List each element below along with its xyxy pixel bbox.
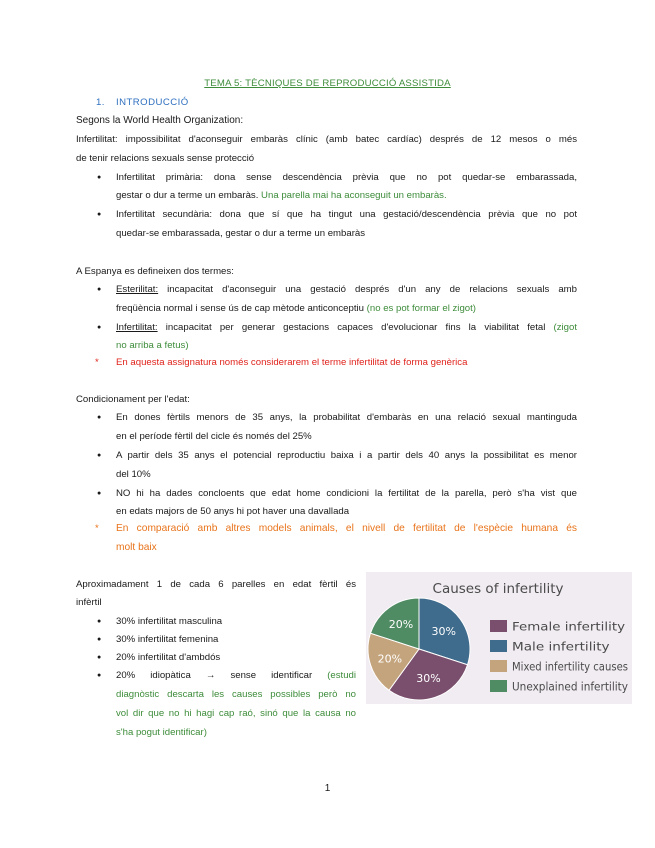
age-point-1-line-2: en el període fèrtil del cicle és només del 25% [116, 431, 312, 442]
stat-idiopathic-line-3: vol dir que no hi hagi cap raó, sinó que la causa no [116, 708, 356, 719]
legend-label: Unexplained infertility [512, 679, 629, 694]
document-title: TEMA 5: TÈCNIQUES DE REPRODUCCIÓ ASSISTIDA [204, 78, 451, 89]
bullet-icon: ● [97, 618, 102, 625]
age-point-3-line-2: en edats majors de 50 anys hi pot haver una davallada [116, 506, 350, 517]
primary-infertility-line-1: Infertilitat primària: dona sense descendència prèvia que no pot quedar-se embarassada, [116, 172, 577, 183]
who-intro: Segons la World Health Organization: [76, 115, 244, 126]
legend-swatch [490, 620, 507, 632]
infertility-definition-line-2: de tenir relacions sexuals sense protecció [76, 153, 255, 164]
approx-line-1: Aproximadament 1 de cada 6 parelles en edat fèrtil és [76, 579, 356, 590]
infertilitat-term: Infertilitat: [116, 322, 158, 333]
bullet-icon: ● [97, 490, 102, 497]
chart-title: Causes of infertility [432, 581, 564, 597]
legend-swatch [490, 680, 507, 692]
age-point-2-line-1: A partir dels 35 anys el potencial reproductiu baixa i a partir dels 40 anys la possibilitat es menor [116, 450, 577, 461]
legend-label: Female infertility [512, 619, 626, 634]
bullet-icon: ● [97, 672, 102, 679]
stat-idiopathic-line-1: 20% idiopàtica → sense identificar (estudi [116, 670, 356, 681]
stat-female: 30% infertilitat femenina [116, 634, 219, 645]
legend-label: Mixed infertility causes [512, 659, 629, 674]
asterisk-icon: * [95, 523, 99, 534]
secondary-infertility-line-2: quedar-se embarassada, gestar o dur a terme un embaràs [116, 228, 366, 239]
note-orange-line-2: molt baix [116, 542, 157, 553]
bullet-icon: ● [97, 286, 102, 293]
pie-label: 30% [431, 625, 456, 639]
esterilitat-line-2: freqüència normal i sense ús de cap mètode anticonceptiu (no es pot formar el zigot) [116, 303, 476, 314]
infertility-definition-line-1: Infertilitat: impossibilitat d'aconseguir embaràs clínic (amb batec cardíac) després de 12 mesos o més [76, 134, 577, 145]
pie-label: 20% [377, 652, 403, 666]
page-number: 1 [324, 783, 331, 794]
infertilitat-line-1: Infertilitat: incapacitat per generar gestacions capaces d'evolucionar fins la viabilitat fetal (zigot [116, 322, 577, 333]
section-title: INTRODUCCIÓ [116, 97, 189, 108]
infertility-causes-chart [366, 572, 632, 704]
primary-infertility-line-2: gestar o dur a terme un embaràs. Una parella mai ha aconseguit un embaràs. [116, 190, 447, 201]
note-red: En aquesta assignatura només considerarem el terme infertilitat de forma genèrica [116, 357, 468, 368]
pie-label: 30% [416, 672, 441, 686]
infertilitat-line-2: no arriba a fetus) [116, 340, 189, 351]
secondary-infertility-line-1: Infertilitat secundària: dona que sí que ha tingut una gestació/descendència prèvia que no pot [116, 209, 577, 220]
asterisk-icon: * [95, 357, 99, 368]
bullet-icon: ● [97, 324, 102, 331]
stat-both: 20% infertilitat d'ambdós [116, 652, 221, 663]
bullet-icon: ● [97, 636, 102, 643]
age-intro: Condicionament per l'edat: [76, 394, 190, 405]
stat-idiopathic-line-4: s'ha pogut identificar) [116, 727, 207, 738]
note-orange-line-1: En comparació amb altres models animals, el nivell de fertilitat de l'espècie humana és [116, 523, 577, 534]
stat-male: 30% infertilitat masculina [116, 616, 223, 627]
age-point-3-line-1: NO hi ha dades concloents que edat home condicioni la fertilitat de la parella, però s'ha vist que [116, 488, 577, 499]
age-point-2-line-2: del 10% [116, 469, 151, 480]
bullet-icon: ● [97, 452, 102, 459]
esterilitat-line-1: Esterilitat: incapacitat d'aconseguir una gestació després d'un any de relacions sexuals amb [116, 284, 577, 295]
approx-line-2: infèrtil [76, 597, 102, 608]
stat-idiopathic-line-2: diagnòstic descarta les causes possibles però no [116, 689, 356, 700]
bullet-icon: ● [97, 654, 102, 661]
bullet-icon: ● [97, 414, 102, 421]
pie-chart-svg [366, 572, 632, 704]
legend-label: Male infertility [512, 639, 610, 654]
spain-intro: A Espanya es defineixen dos termes: [76, 266, 234, 277]
bullet-icon: ● [97, 211, 102, 218]
esterilitat-term: Esterilitat: [116, 284, 159, 295]
legend-swatch [490, 640, 507, 652]
primary-infertility-note: Una parella mai ha aconseguit un embaràs. [258, 190, 447, 201]
legend-swatch [490, 660, 507, 672]
pie-label: 20% [388, 618, 414, 632]
bullet-icon: ● [97, 174, 102, 181]
age-point-1-line-1: En dones fèrtils menors de 35 anys, la probabilitat d'embaràs en una relació sexual mantinguda [116, 412, 577, 423]
section-number: 1. [96, 97, 105, 108]
